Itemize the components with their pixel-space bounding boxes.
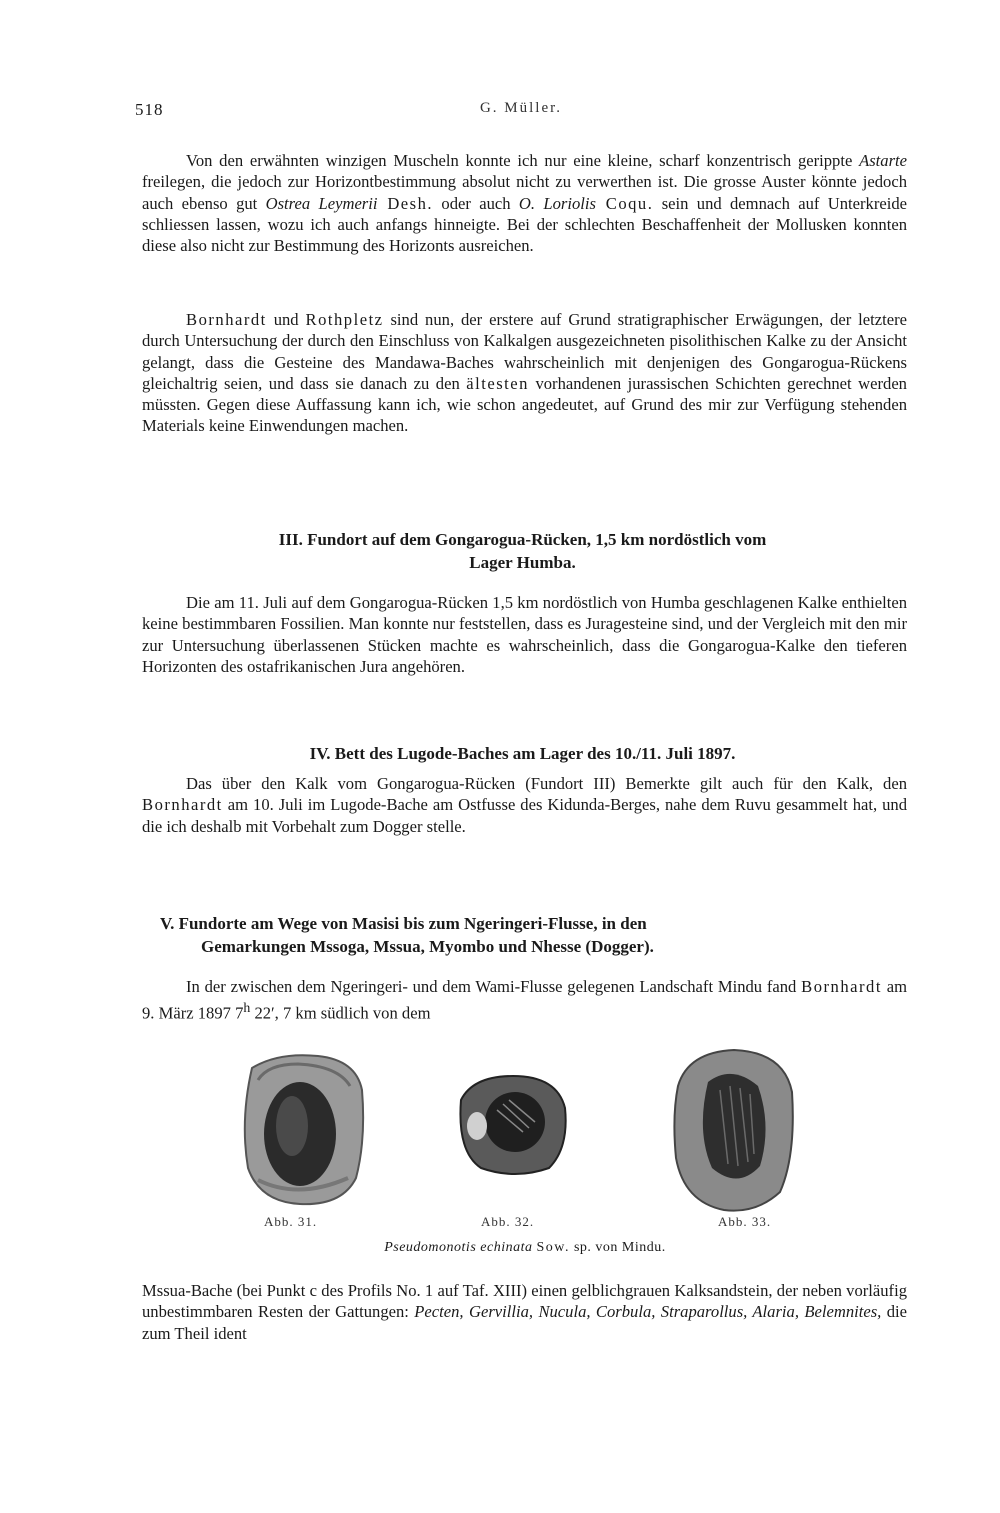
genera-list: Pecten, Gervillia, Nucula, Corbula, Straparollus, Alaria, Belemnites, bbox=[414, 1302, 882, 1322]
running-head: G. Müller. bbox=[479, 100, 563, 116]
paragraph-gongarogua bbox=[142, 592, 907, 677]
fossil-image-32 bbox=[453, 1070, 571, 1180]
section-heading-iv: IV. Bett des Lugode-Baches am Lager des 10./11. Juli 1897. bbox=[309, 744, 736, 763]
text-run: vorhandenen jurassischen Schichten gerechnet werden müssten. Gegen diese Auffassung kann ich, wie schon angedeutet, auf Grund des mir zur Verfügung stehenden Materials keine Einwendungen machen. bbox=[142, 373, 907, 436]
author-rothpletz: Rothpletz bbox=[305, 310, 384, 329]
heading-line: V. Fundorte am Wege von Masisi bis zum Ngeringeri-Flusse, in den bbox=[160, 914, 647, 933]
fossil-image-33 bbox=[668, 1046, 798, 1216]
text-run: Die am 11. Juli auf dem Gongarogua-Rücken 1,5 km nordöstlich von Humba geschlagenen Kalke enthielten keine bestimmbaren Fossilien. Man konnte nur feststellen, dass es Juragesteine sind, und der Vergleich mit den mir zur Untersuchung überlassenen Stücken machte es wahrscheinlich, dass die Gongarogua-Kalke den tieferen Horizonten des ostafrikanischen Jura angehören. bbox=[142, 593, 907, 676]
caption-rest: sp. von Mindu. bbox=[569, 1240, 666, 1255]
text-run: sein und demnach auf Unterkreide schliessen lassen, wozu ich auch anfangs hinneigte. Bei der schlechten Beschaffenheit der Mollusken konnten diese also nicht zur Bestimmung des Horizonts ausreichen. bbox=[142, 193, 907, 256]
paragraph-bornhardt-rothpletz bbox=[142, 309, 907, 437]
figure-abb-32 bbox=[453, 1070, 571, 1180]
author-bornhardt: Bornhardt bbox=[801, 977, 882, 996]
page-number: 518 bbox=[135, 100, 164, 119]
text-run: am 9. März 1897 7 bbox=[142, 977, 907, 1023]
paragraph-mssua bbox=[142, 1280, 907, 1344]
caption-species: Pseudomonotis echinata bbox=[384, 1240, 533, 1255]
paragraph-astarte bbox=[142, 150, 907, 256]
heading-line: III. Fundort auf dem Gongarogua-Rücken, 1,5 km nordöstlich vom bbox=[278, 530, 767, 549]
page-header bbox=[135, 100, 907, 124]
author-bornhardt: Bornhardt bbox=[186, 310, 267, 329]
paragraph-mindu bbox=[142, 976, 907, 1024]
figure-label-32: Abb. 32. bbox=[481, 1214, 535, 1229]
author-desh: Desh. bbox=[377, 193, 434, 213]
species-o-loriolis: O. Loriolis bbox=[518, 193, 596, 213]
caption-author: Sow. bbox=[536, 1240, 570, 1255]
text-run: und bbox=[266, 310, 306, 329]
species-ostrea-leymerii: Ostrea Leymerii bbox=[265, 193, 378, 213]
author-bornhardt: Bornhardt bbox=[142, 795, 223, 815]
text-run: In der zwischen dem Ngeringeri- und dem Wami-Flusse gelegenen Landschaft Mindu fand bbox=[186, 977, 802, 996]
paragraph-lugode bbox=[142, 773, 907, 837]
text-run: freilegen, die jedoch zur Horizontbestimmung absolut nicht zu verwerthen ist. Die grosse Auster könnte jedoch auch ebenso gut bbox=[142, 172, 907, 213]
text-run: am 10. Juli im Lugode-Bache am Ostfusse des Kidunda-Berges, nahe dem Ruvu gesammelt hat, und die ich deshalb mit Vorbehalt zum Dogger stelle. bbox=[142, 795, 907, 836]
section-heading-v bbox=[160, 912, 885, 958]
heading-line: Gemarkungen Mssoga, Mssua, Myombo und Nhesse (Dogger). bbox=[201, 937, 654, 956]
heading-line: Lager Humba. bbox=[469, 553, 576, 572]
section-heading-iii bbox=[160, 528, 885, 574]
emphasis-aeltesten: ältesten bbox=[466, 373, 529, 393]
fossil-image-31 bbox=[238, 1050, 368, 1210]
text-run: Das über den Kalk vom Gongarogua-Rücken (Fundort III) Bemerkte gilt auch für den Kalk, den bbox=[186, 774, 907, 793]
text-run: Von den erwähnten winzigen Muscheln konnte ich nur eine kleine, scharf konzentrisch gerippte bbox=[186, 151, 860, 170]
figure-caption bbox=[140, 1240, 910, 1256]
superscript-h: h bbox=[243, 1000, 251, 1016]
figure-group bbox=[140, 1050, 910, 1260]
figure-label-33: Abb. 33. bbox=[718, 1214, 772, 1229]
figure-abb-31 bbox=[238, 1050, 368, 1210]
text-run: oder auch bbox=[433, 193, 519, 213]
figure-abb-33 bbox=[668, 1046, 798, 1216]
author-coqu: Coqu. bbox=[595, 193, 654, 213]
text-run: 22′, 7 km südlich von dem bbox=[250, 1003, 431, 1023]
text-run: die zum Theil ident bbox=[142, 1302, 908, 1343]
text-run: Mssua-Bache (bei Punkt c des Profils No. 1 auf Taf. XIII) einen gelblichgrauen Kalksandstein, der neben vorläufig unbestimmbaren Resten der Gattungen: bbox=[142, 1281, 907, 1322]
text-run: sind nun, der erstere auf Grund stratigraphischer Erwägungen, der letztere durch Untersuchung der durch den Einschluss von Kalkalgen ausgezeichneten pisolithischen Kalke zu der Ansicht gelangt, dass die Gesteine des Mandawa-Baches wahrscheinlich mit denjenigen des Gongarogua-Rückens gleichaltrig seien, und dass sie danach zu den bbox=[142, 310, 908, 393]
figure-label-31: Abb. 31. bbox=[264, 1214, 318, 1229]
genus-astarte: Astarte bbox=[859, 151, 907, 170]
